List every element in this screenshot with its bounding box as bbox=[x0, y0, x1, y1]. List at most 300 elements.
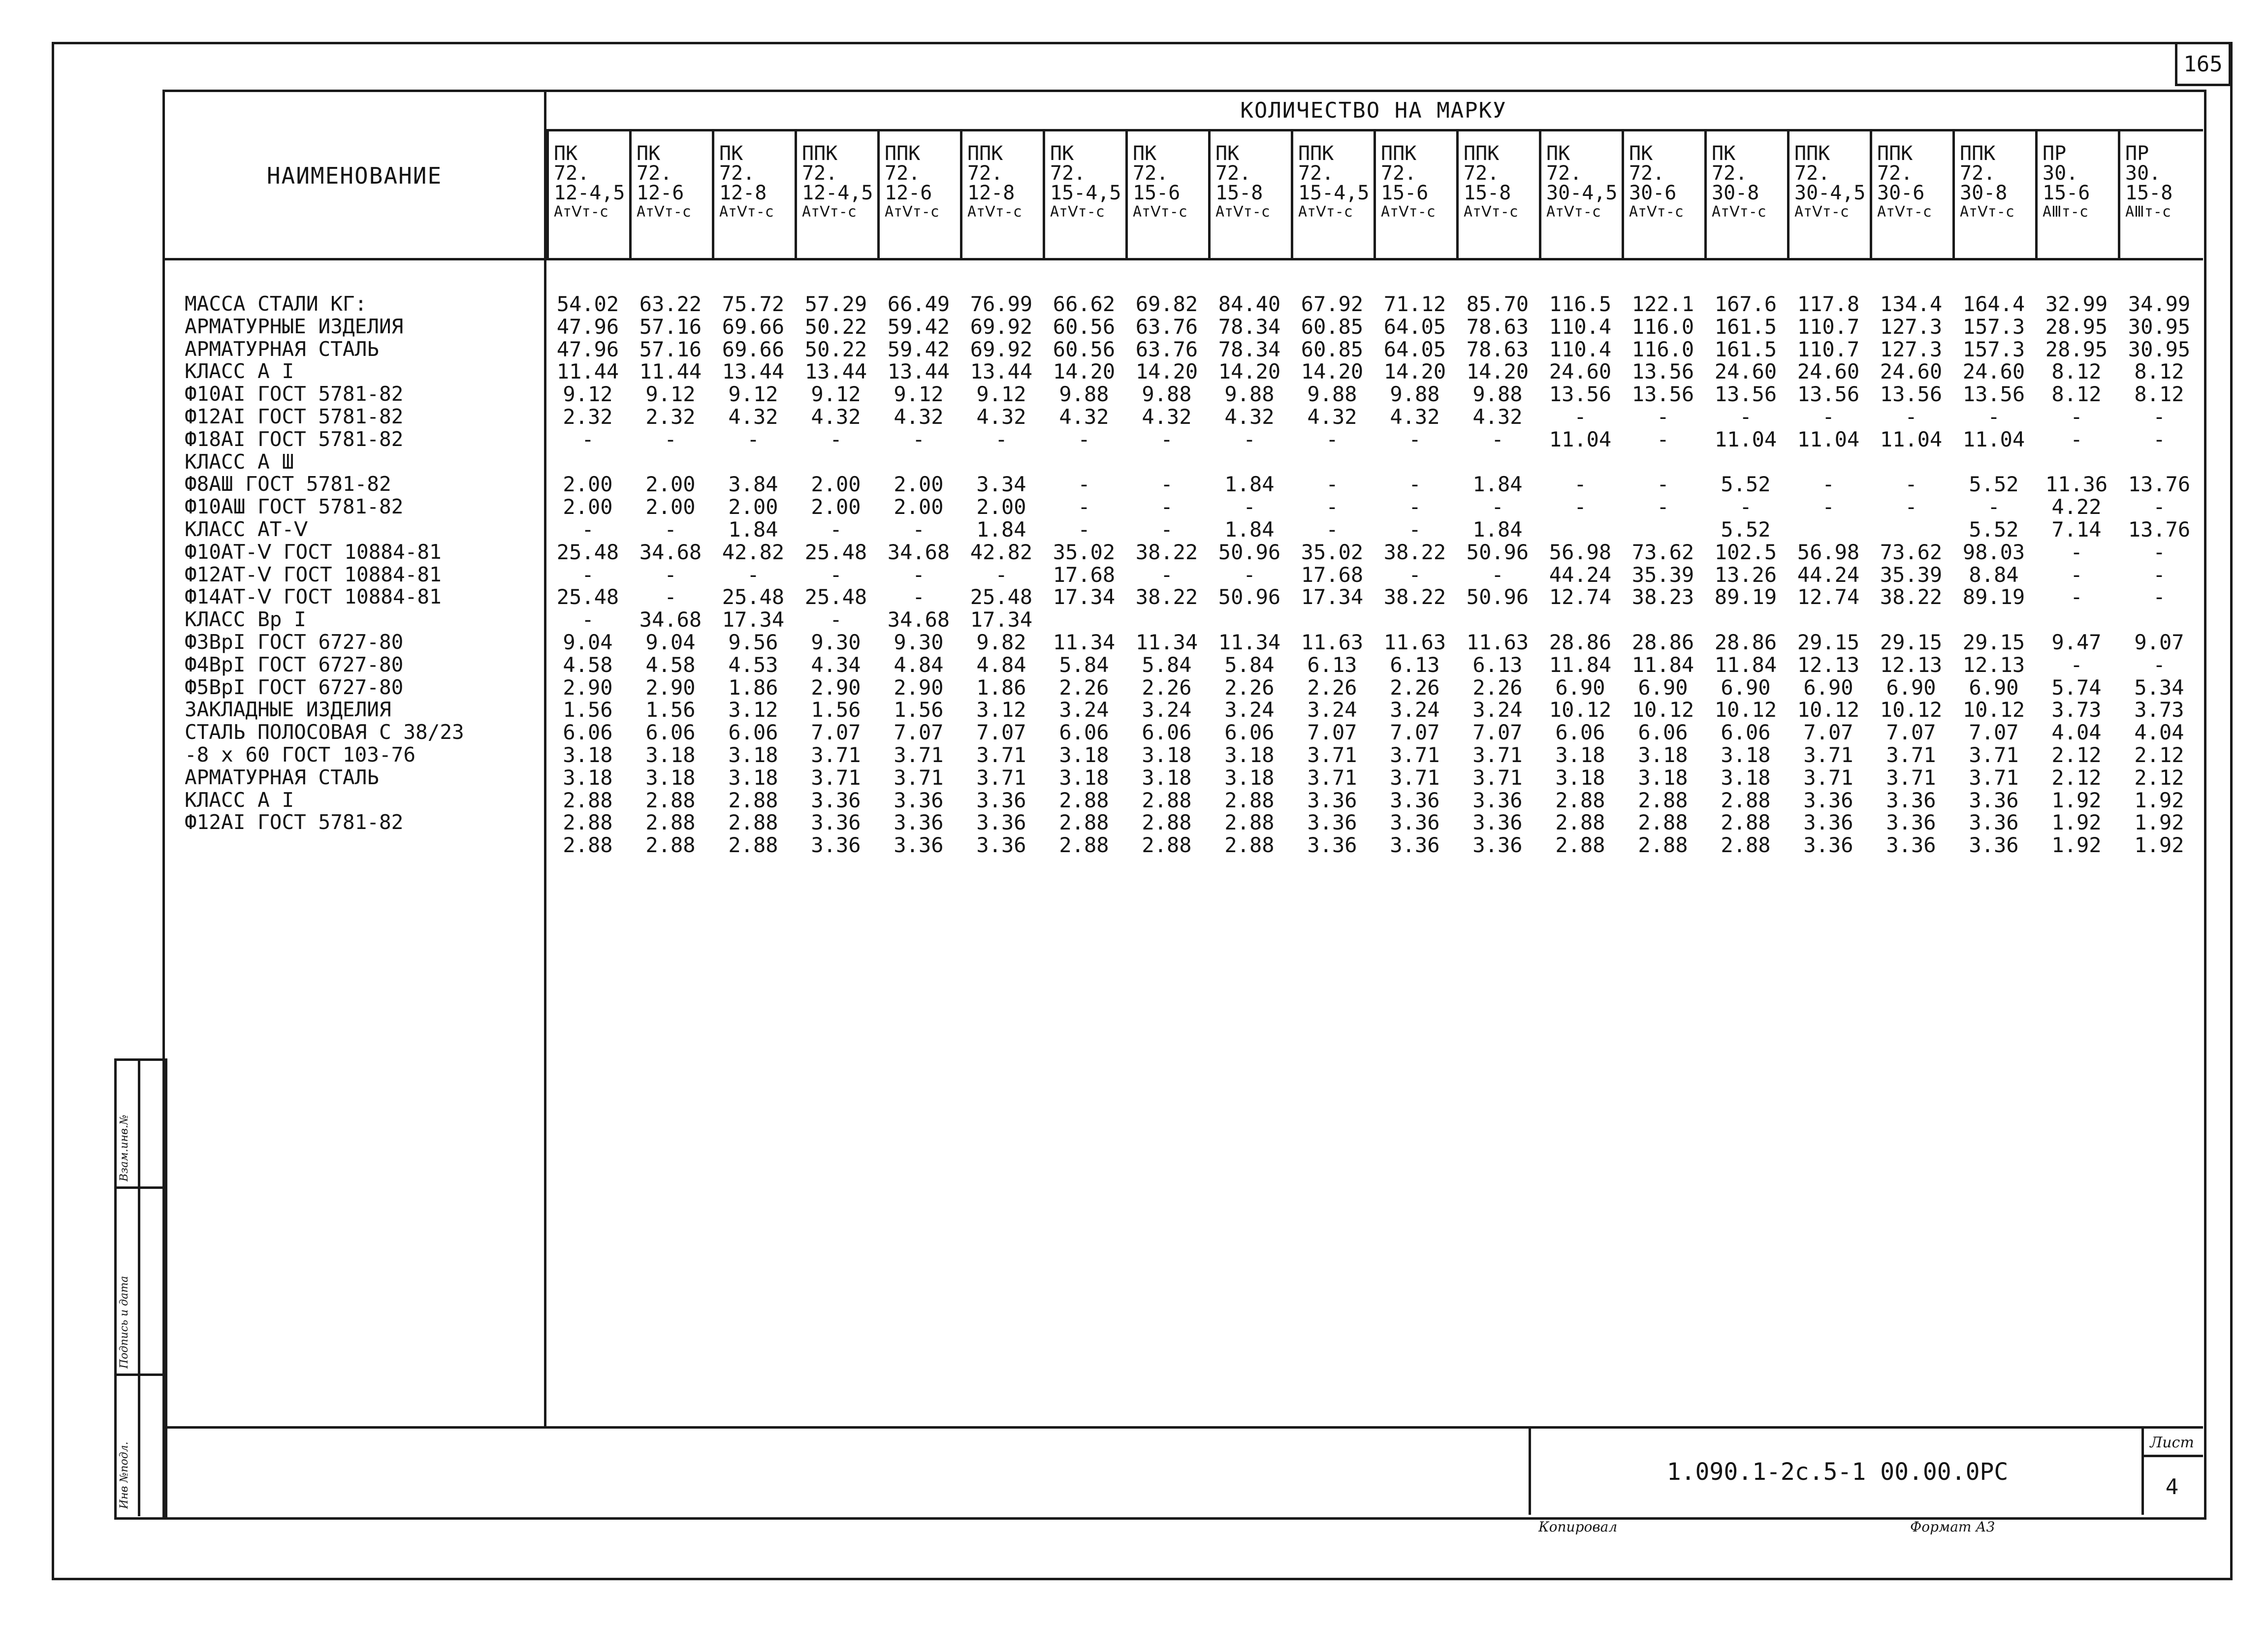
data-cell: 9.12 bbox=[976, 382, 1026, 407]
data-cell: 2.88 bbox=[728, 788, 778, 812]
document-code: 1.090.1-2с.5-1 00.00.0РС bbox=[1666, 1458, 2009, 1486]
column-mark bbox=[1133, 144, 1208, 203]
data-cell: 3.36 bbox=[811, 810, 861, 835]
data-cell: 11.63 bbox=[1301, 630, 1364, 654]
data-cell: 2.00 bbox=[976, 495, 1026, 519]
row-name: Ф10АI ГОСТ 5781-82 bbox=[185, 382, 404, 406]
column-mark bbox=[1298, 144, 1374, 203]
data-cell: 1.56 bbox=[894, 698, 944, 722]
data-cell: 13.56 bbox=[1714, 382, 1777, 407]
data-cell: 29.15 bbox=[1880, 630, 1943, 654]
data-cell: 6.06 bbox=[1224, 720, 1275, 745]
data-cell bbox=[1125, 608, 1208, 631]
data-cell: 29.15 bbox=[1797, 630, 1860, 654]
data-cell bbox=[1787, 451, 1870, 474]
data-cell: 3.36 bbox=[1472, 810, 1523, 835]
row-name: Ф18АI ГОСТ 5781-82 bbox=[185, 427, 404, 451]
data-cell: 3.73 bbox=[2051, 698, 2102, 722]
column-mark-line: 15-4,5 bbox=[1298, 182, 1370, 204]
data-cell: - bbox=[581, 517, 594, 542]
data-cell: 2.88 bbox=[645, 788, 696, 812]
data-cell: 11.36 bbox=[2045, 472, 2108, 497]
data-cell: 38.23 bbox=[1631, 585, 1694, 609]
data-cell: 3.18 bbox=[1142, 765, 1192, 790]
data-cell bbox=[1787, 518, 1870, 541]
column-mark-line: 30-8 bbox=[1960, 182, 2008, 204]
row-name: КЛАСС А Ш bbox=[185, 449, 294, 474]
data-cell: - bbox=[2070, 540, 2083, 564]
data-cell bbox=[1870, 518, 1952, 541]
data-cell: - bbox=[830, 562, 842, 587]
data-cell: 2.00 bbox=[894, 472, 944, 497]
data-cell: 3.71 bbox=[1803, 742, 1853, 767]
list-box bbox=[2142, 1430, 2202, 1514]
data-cell: 3.36 bbox=[894, 788, 944, 812]
column-steel-class: АтⅤт-с bbox=[554, 203, 608, 221]
data-cell: 9.88 bbox=[1472, 382, 1523, 407]
data-cell: - bbox=[1905, 404, 1917, 429]
data-cell: - bbox=[664, 585, 677, 609]
data-column bbox=[1043, 293, 1125, 857]
data-cell: 2.26 bbox=[1307, 675, 1357, 700]
data-cell: 4.32 bbox=[728, 404, 778, 429]
data-cell: 60.85 bbox=[1301, 337, 1364, 361]
data-cell: 84.40 bbox=[1218, 292, 1281, 316]
column-mark-line: ПК bbox=[637, 142, 661, 165]
data-cell: 57.16 bbox=[639, 314, 702, 339]
data-cell bbox=[1374, 608, 1456, 631]
data-cell: 69.66 bbox=[722, 337, 785, 361]
column-mark bbox=[1629, 144, 1704, 203]
data-cell: 2.88 bbox=[1555, 810, 1605, 835]
data-cell: 3.36 bbox=[1390, 810, 1440, 835]
data-cell: 5.34 bbox=[2134, 675, 2184, 700]
column-mark bbox=[1960, 144, 2035, 203]
column-mark-line: 15-6 bbox=[2043, 182, 2090, 204]
data-cell: 11.04 bbox=[1714, 427, 1777, 451]
data-cell: 17.34 bbox=[1053, 585, 1116, 609]
data-cell: 117.8 bbox=[1797, 292, 1860, 316]
data-cell: - bbox=[1408, 495, 1421, 519]
data-cell: - bbox=[581, 427, 594, 451]
column-mark-line: 72. bbox=[1877, 162, 1913, 185]
data-cell: 73.62 bbox=[1631, 540, 1694, 564]
data-cell bbox=[1622, 518, 1704, 541]
data-cell: 2.12 bbox=[2051, 765, 2102, 790]
data-cell: 28.95 bbox=[2045, 337, 2108, 361]
data-cell: 3.71 bbox=[1886, 742, 1936, 767]
name-column-header: НАИМЕНОВАНИЕ bbox=[266, 162, 443, 189]
list-number: 4 bbox=[2165, 1474, 2179, 1500]
data-cell: 1.92 bbox=[2134, 810, 2184, 835]
data-cell bbox=[1456, 451, 1539, 474]
data-cell: 5.84 bbox=[1059, 652, 1109, 677]
data-cell: 10.12 bbox=[1631, 698, 1694, 722]
data-cell: 78.63 bbox=[1466, 314, 1529, 339]
data-cell: 3.18 bbox=[645, 765, 696, 790]
data-cell: 3.71 bbox=[894, 742, 944, 767]
column-header bbox=[1456, 129, 1539, 258]
data-cell: 14.20 bbox=[1383, 359, 1446, 384]
data-cell: 110.4 bbox=[1549, 314, 1612, 339]
data-cell: 3.36 bbox=[1886, 833, 1936, 858]
column-steel-class: АтⅤт-с bbox=[1215, 203, 1270, 221]
data-cell: 6.06 bbox=[1059, 720, 1109, 745]
data-cell: 4.32 bbox=[1472, 404, 1523, 429]
data-cell: 50.96 bbox=[1466, 585, 1529, 609]
data-cell: 44.24 bbox=[1797, 562, 1860, 587]
data-cell: 116.0 bbox=[1631, 314, 1694, 339]
data-cell: 56.98 bbox=[1797, 540, 1860, 564]
data-cell: 3.18 bbox=[1721, 742, 1771, 767]
row-name: Ф12АI ГОСТ 5781-82 bbox=[185, 810, 404, 834]
column-mark-line: ПК bbox=[1050, 142, 1074, 165]
data-cell: 3.71 bbox=[1886, 765, 1936, 790]
data-cell: 25.48 bbox=[722, 585, 785, 609]
data-column bbox=[1870, 293, 1952, 857]
data-cell: 157.3 bbox=[1962, 314, 2025, 339]
column-steel-class: АтⅤт-с bbox=[1629, 203, 1684, 221]
data-cell: 2.00 bbox=[645, 495, 696, 519]
data-column bbox=[712, 293, 795, 857]
data-cell: - bbox=[1822, 404, 1835, 429]
data-cell: 50.96 bbox=[1218, 585, 1281, 609]
data-cell: 1.84 bbox=[1224, 472, 1275, 497]
data-cell: 11.04 bbox=[1962, 427, 2025, 451]
data-cell: 9.88 bbox=[1307, 382, 1357, 407]
data-cell: 116.0 bbox=[1631, 337, 1694, 361]
data-cell: 24.60 bbox=[1880, 359, 1943, 384]
side-label-signature: Подпись и дата bbox=[118, 1276, 130, 1369]
data-cell: 9.88 bbox=[1142, 382, 1192, 407]
data-cell: 3.36 bbox=[976, 810, 1026, 835]
data-cell: 5.52 bbox=[1969, 517, 2019, 542]
data-cell: 2.00 bbox=[645, 472, 696, 497]
data-cell: 69.92 bbox=[970, 337, 1033, 361]
data-cell: 35.39 bbox=[1880, 562, 1943, 587]
data-cell: - bbox=[2153, 404, 2166, 429]
data-cell: - bbox=[1491, 427, 1504, 451]
data-cell: 3.36 bbox=[1307, 788, 1357, 812]
data-cell: 69.92 bbox=[970, 314, 1033, 339]
data-cell: 89.19 bbox=[1714, 585, 1777, 609]
column-mark-line: 30-6 bbox=[1629, 182, 1677, 204]
data-cell bbox=[1374, 451, 1456, 474]
data-cell: - bbox=[830, 427, 842, 451]
data-cell: 2.88 bbox=[645, 833, 696, 858]
data-cell: 14.20 bbox=[1301, 359, 1364, 384]
data-cell: - bbox=[1574, 404, 1587, 429]
data-cell: 38.22 bbox=[1135, 585, 1198, 609]
data-cell: 9.56 bbox=[728, 630, 778, 654]
data-cell: - bbox=[995, 562, 1008, 587]
column-header bbox=[1374, 129, 1456, 258]
data-cell: - bbox=[912, 562, 925, 587]
row-name: АРМАТУРНЫЕ ИЗДЕЛИЯ bbox=[185, 314, 404, 338]
data-cell: 7.14 bbox=[2051, 517, 2102, 542]
row-name: СТАЛЬ ПОЛОСОВАЯ С 38/23 bbox=[185, 720, 464, 744]
data-cell: 8.12 bbox=[2051, 382, 2102, 407]
data-cell: 127.3 bbox=[1880, 314, 1943, 339]
data-cell: 3.36 bbox=[1803, 788, 1853, 812]
data-cell: 7.07 bbox=[1307, 720, 1357, 745]
format-note: Формат А3 bbox=[1910, 1519, 1995, 1535]
column-mark-line: 15-6 bbox=[1133, 182, 1181, 204]
data-cell: 1.56 bbox=[645, 698, 696, 722]
data-cell: 2.88 bbox=[563, 788, 613, 812]
data-cell: 9.12 bbox=[894, 382, 944, 407]
column-steel-class: АтⅤт-с bbox=[1546, 203, 1601, 221]
data-cell: 3.36 bbox=[976, 788, 1026, 812]
data-cell: 13.76 bbox=[2128, 472, 2191, 497]
data-cell: 2.00 bbox=[894, 495, 944, 519]
data-cell: 38.22 bbox=[1880, 585, 1943, 609]
data-cell: 2.88 bbox=[728, 833, 778, 858]
data-cell: 5.52 bbox=[1721, 517, 1771, 542]
data-cell: 14.20 bbox=[1135, 359, 1198, 384]
data-cell: 3.18 bbox=[1224, 742, 1275, 767]
data-cell: 1.84 bbox=[976, 517, 1026, 542]
data-cell: 66.62 bbox=[1053, 292, 1116, 316]
data-cell: 13.26 bbox=[1714, 562, 1777, 587]
data-column bbox=[1952, 293, 2035, 857]
data-cell bbox=[795, 451, 877, 474]
row-name: Ф14АТ-Ⅴ ГОСТ 10884-81 bbox=[185, 585, 442, 609]
sheet-number: 165 bbox=[2175, 44, 2231, 86]
data-column bbox=[1208, 293, 1291, 857]
data-cell: 2.00 bbox=[563, 495, 613, 519]
data-cell: 69.66 bbox=[722, 314, 785, 339]
data-cell bbox=[2035, 608, 2118, 631]
data-cell: 3.34 bbox=[976, 472, 1026, 497]
data-cell bbox=[877, 451, 960, 474]
data-cell: 9.88 bbox=[1224, 382, 1275, 407]
data-cell: 63.76 bbox=[1135, 314, 1198, 339]
data-cell bbox=[1125, 451, 1208, 474]
column-steel-class: АтⅤт-с bbox=[637, 203, 691, 221]
side-strip-divider bbox=[138, 1058, 140, 1516]
column-mark bbox=[1546, 144, 1622, 203]
column-mark-line: ПК bbox=[1629, 142, 1653, 165]
data-cell: 28.95 bbox=[2045, 314, 2108, 339]
data-column bbox=[1704, 293, 1787, 857]
column-steel-class: АтⅤт-с bbox=[1794, 203, 1849, 221]
data-cell: 2.88 bbox=[1638, 788, 1688, 812]
data-cell: 29.15 bbox=[1962, 630, 2025, 654]
data-column bbox=[795, 293, 877, 857]
data-cell bbox=[2118, 608, 2201, 631]
data-cell: 11.63 bbox=[1466, 630, 1529, 654]
data-cell: 3.71 bbox=[976, 742, 1026, 767]
data-cell: 28.86 bbox=[1549, 630, 1612, 654]
row-name: КЛАСС А I bbox=[185, 788, 294, 812]
data-cell: - bbox=[2153, 540, 2166, 564]
data-cell: - bbox=[1078, 472, 1090, 497]
data-cell: - bbox=[1243, 427, 1256, 451]
data-cell: 3.18 bbox=[1721, 765, 1771, 790]
data-cell: 50.22 bbox=[804, 314, 867, 339]
column-mark-line: 72. bbox=[1794, 162, 1830, 185]
data-cell: 32.99 bbox=[2045, 292, 2108, 316]
data-cell bbox=[1043, 451, 1125, 474]
data-cell: 13.44 bbox=[804, 359, 867, 384]
column-mark-line: ППК bbox=[1877, 142, 1913, 165]
row-name: Ф10АШ ГОСТ 5781-82 bbox=[185, 495, 404, 519]
data-cell: - bbox=[1491, 495, 1504, 519]
column-mark-line: 72. bbox=[554, 162, 590, 185]
data-cell: 1.92 bbox=[2134, 788, 2184, 812]
data-cell: 14.20 bbox=[1053, 359, 1116, 384]
data-cell: 75.72 bbox=[722, 292, 785, 316]
data-cell: 11.04 bbox=[1880, 427, 1943, 451]
data-cell: 3.71 bbox=[1307, 765, 1357, 790]
data-cell: 63.22 bbox=[639, 292, 702, 316]
data-cell: 9.04 bbox=[645, 630, 696, 654]
data-cell: 4.84 bbox=[894, 652, 944, 677]
data-cell: 1.84 bbox=[1224, 517, 1275, 542]
data-cell: 2.26 bbox=[1142, 675, 1192, 700]
data-cell: - bbox=[1822, 472, 1835, 497]
data-cell: 3.36 bbox=[1390, 788, 1440, 812]
data-cell: 30.95 bbox=[2128, 337, 2191, 361]
data-cell bbox=[1952, 451, 2035, 474]
data-cell: 3.12 bbox=[728, 698, 778, 722]
data-cell: 2.88 bbox=[728, 810, 778, 835]
data-cell: 76.99 bbox=[970, 292, 1033, 316]
data-cell bbox=[629, 451, 712, 474]
data-cell: - bbox=[2153, 652, 2166, 677]
data-cell: 30.95 bbox=[2128, 314, 2191, 339]
data-cell: 7.07 bbox=[894, 720, 944, 745]
data-cell: 3.36 bbox=[1390, 833, 1440, 858]
data-cell: 6.13 bbox=[1307, 652, 1357, 677]
data-cell bbox=[2035, 451, 2118, 474]
column-mark-line: 30. bbox=[2043, 162, 2078, 185]
data-cell: 161.5 bbox=[1714, 337, 1777, 361]
data-cell: 64.05 bbox=[1383, 337, 1446, 361]
column-mark-line: 72. bbox=[1960, 162, 1996, 185]
data-cell: 110.4 bbox=[1549, 337, 1612, 361]
data-cell: 6.06 bbox=[1638, 720, 1688, 745]
data-cell: - bbox=[1657, 404, 1669, 429]
data-cell: - bbox=[1160, 472, 1173, 497]
column-mark-line: ПК bbox=[719, 142, 743, 165]
column-mark-line: 72. bbox=[802, 162, 838, 185]
data-cell: 4.22 bbox=[2051, 495, 2102, 519]
data-cell: 35.39 bbox=[1631, 562, 1694, 587]
column-mark-line: 72. bbox=[885, 162, 921, 185]
row-name: Ф3ВрI ГОСТ 6727-80 bbox=[185, 630, 404, 654]
column-steel-class: АтⅤт-с bbox=[1050, 203, 1105, 221]
data-cell: - bbox=[2070, 404, 2083, 429]
column-mark-line: ППК bbox=[802, 142, 838, 165]
data-cell: 13.56 bbox=[1880, 382, 1943, 407]
data-cell bbox=[1208, 451, 1291, 474]
data-cell: 6.90 bbox=[1721, 675, 1771, 700]
data-cell: 9.12 bbox=[728, 382, 778, 407]
data-cell: 13.56 bbox=[1631, 382, 1694, 407]
data-cell: 42.82 bbox=[970, 540, 1033, 564]
data-cell: 2.00 bbox=[563, 472, 613, 497]
data-cell: 2.12 bbox=[2134, 742, 2184, 767]
data-cell: 64.05 bbox=[1383, 314, 1446, 339]
data-cell: 9.88 bbox=[1390, 382, 1440, 407]
data-cell: 3.18 bbox=[728, 765, 778, 790]
data-cell bbox=[1539, 608, 1622, 631]
data-cell: 6.13 bbox=[1472, 652, 1523, 677]
data-cell: 9.47 bbox=[2051, 630, 2102, 654]
data-cell: 4.32 bbox=[811, 404, 861, 429]
data-cell: 3.71 bbox=[811, 742, 861, 767]
data-cell: 1.84 bbox=[1472, 472, 1523, 497]
data-cell: 6.06 bbox=[1555, 720, 1605, 745]
data-cell: - bbox=[1574, 472, 1587, 497]
column-mark-line: 72. bbox=[1464, 162, 1500, 185]
row-name: Ф8АШ ГОСТ 5781-82 bbox=[185, 472, 391, 496]
data-cell: 4.58 bbox=[563, 652, 613, 677]
data-cell: 10.12 bbox=[1714, 698, 1777, 722]
column-steel-class: АⅢт-с bbox=[2043, 203, 2088, 221]
data-cell: - bbox=[581, 562, 594, 587]
data-cell: 17.68 bbox=[1301, 562, 1364, 587]
data-cell: 1.56 bbox=[563, 698, 613, 722]
data-cell: 10.12 bbox=[1880, 698, 1943, 722]
column-steel-class: АтⅤт-с bbox=[1877, 203, 1932, 221]
data-cell: - bbox=[1408, 517, 1421, 542]
data-column bbox=[1787, 293, 1870, 857]
data-cell: 35.02 bbox=[1053, 540, 1116, 564]
data-cell: 2.88 bbox=[1142, 810, 1192, 835]
data-cell: 4.04 bbox=[2051, 720, 2102, 745]
column-header bbox=[1622, 129, 1704, 258]
data-cell: 4.32 bbox=[1142, 404, 1192, 429]
data-cell: - bbox=[2070, 585, 2083, 609]
data-cell: - bbox=[1243, 495, 1256, 519]
data-cell: 3.24 bbox=[1142, 698, 1192, 722]
data-cell: - bbox=[830, 607, 842, 632]
column-header bbox=[546, 129, 629, 258]
column-mark-line: ППК bbox=[1464, 142, 1500, 165]
row-name: МАССА СТАЛИ КГ: bbox=[185, 292, 367, 316]
data-cell: 2.88 bbox=[1721, 810, 1771, 835]
column-mark-line: ППК bbox=[1298, 142, 1334, 165]
data-cell: 7.07 bbox=[1803, 720, 1853, 745]
data-cell: 44.24 bbox=[1549, 562, 1612, 587]
data-cell: 57.16 bbox=[639, 337, 702, 361]
column-header bbox=[1043, 129, 1125, 258]
data-cell: 13.44 bbox=[887, 359, 950, 384]
data-cell: 8.84 bbox=[1969, 562, 2019, 587]
data-cell: - bbox=[1160, 495, 1173, 519]
row-name: Ф4ВрI ГОСТ 6727-80 bbox=[185, 652, 404, 676]
data-cell: 7.07 bbox=[1886, 720, 1936, 745]
data-cell: 3.24 bbox=[1472, 698, 1523, 722]
data-cell: 10.12 bbox=[1549, 698, 1612, 722]
column-steel-class: АтⅤт-с bbox=[802, 203, 857, 221]
data-cell: 2.12 bbox=[2051, 742, 2102, 767]
data-cell: - bbox=[1491, 562, 1504, 587]
row-name: Ф12АI ГОСТ 5781-82 bbox=[185, 404, 404, 428]
data-cell bbox=[1539, 518, 1622, 541]
data-cell: 14.20 bbox=[1466, 359, 1529, 384]
data-cell: - bbox=[1326, 427, 1339, 451]
data-cell: 2.88 bbox=[1555, 833, 1605, 858]
data-cell: 28.86 bbox=[1714, 630, 1777, 654]
data-cell: 11.44 bbox=[556, 359, 619, 384]
data-cell: 38.22 bbox=[1135, 540, 1198, 564]
data-cell: 50.96 bbox=[1466, 540, 1529, 564]
data-cell: 2.88 bbox=[1555, 788, 1605, 812]
